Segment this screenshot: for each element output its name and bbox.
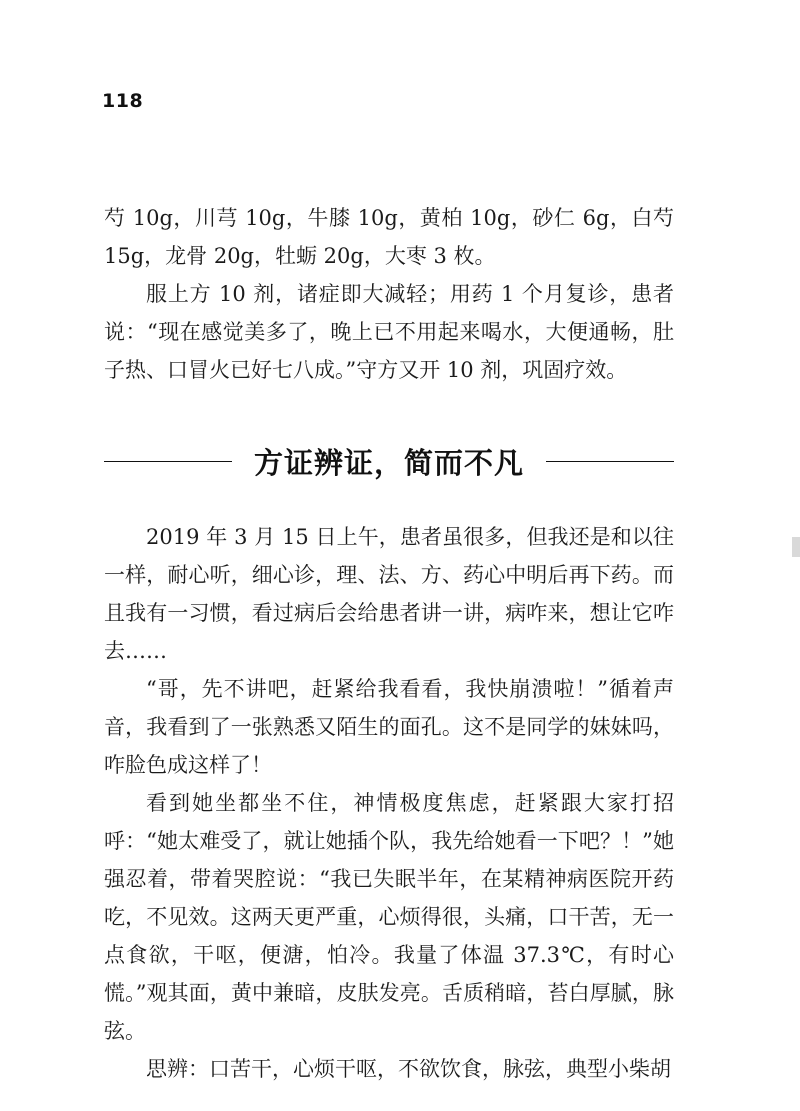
page-edge-mark — [792, 537, 800, 557]
section-body — [104, 518, 674, 1088]
section-heading — [104, 434, 674, 488]
section-title: 方证辨证，简而不凡 — [253, 445, 524, 480]
paragraph-intro: 2019 年 3 月 15 日上午，患者虽很多，但我还是和以往一样，耐心听，细心诊，理、法、方、药心中明后再下药。而且我有一习惯，看过病后会给患者讲一讲，病咋来，想让它咋去…… — [104, 525, 674, 663]
paragraph-outcome: 服上方 10 剂，诸症即大减轻；用药 1 个月复诊，患者说：“现在感觉美多了，晚上已不用起来喝水，大便通畅，肚子热、口冒火已好七八成。”守方又开 10 剂，巩固疗效。 — [104, 282, 674, 382]
paragraph-prescription: 芍 10g，川芎 10g，牛膝 10g，黄柏 10g，砂仁 6g，白芍 15g，龙骨 20g，牡蛎 20g，大枣 3 枚。 — [104, 206, 674, 268]
page-number: 118 — [102, 90, 144, 112]
continuation-text — [104, 199, 674, 389]
paragraph-dialogue: “哥，先不讲吧，赶紧给我看看，我快崩溃啦！”循着声音，我看到了一张熟悉又陌生的面孔。这不是同学的妹妹吗，咋脸色成这样了！ — [104, 677, 674, 777]
paragraph-symptoms: 看到她坐都坐不住，神情极度焦虑，赶紧跟大家打招呼：“她太难受了，就让她插个队，我先给她看一下吧？！”她强忍着，带着哭腔说：“我已失眠半年，在某精神病医院开药吃，不见效。这两天更严重，心烦得很，头痛，口干苦，无一点食欲，干呕，便溏，怕冷。我量了体温 37.3℃，有时心慌。”观其面，黄中兼暗，皮肤发亮。舌质稍暗，苔白厚腻，脉弦。 — [104, 791, 674, 1043]
heading-rule-left — [104, 461, 232, 462]
paragraph-analysis: 思辨：口苦干，心烦干呕，不欲饮食，脉弦，典型小柴胡 — [146, 1057, 671, 1081]
heading-rule-right — [546, 461, 674, 462]
